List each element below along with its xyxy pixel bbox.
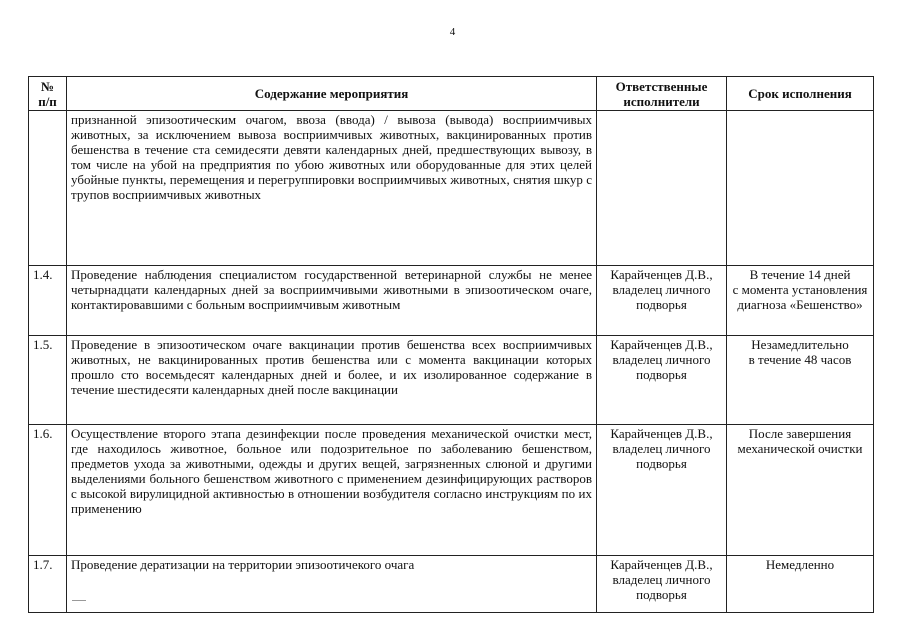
row-responsible: Карайченцев Д.В., владелец личного подворья (597, 266, 727, 336)
scan-mark (72, 600, 86, 601)
row-num: 1.5. (29, 336, 67, 425)
row-content: Проведение наблюдения специалистом государственной ветеринарной службы не менее четырнадцати календарных дней за восприимчивыми животными в эпизоотическом очаге, контактировавшими с больным восприимчивым животным (67, 266, 597, 336)
header-deadline: Срок исполнения (727, 77, 874, 111)
row-num: 1.4. (29, 266, 67, 336)
row-deadline: Немедленно (727, 556, 874, 613)
page-number: 4 (449, 26, 456, 38)
row-deadline: В течение 14 дней с момента установления диагноза «Бешенство» (727, 266, 874, 336)
measures-table (28, 76, 874, 613)
row-num: 1.7. (29, 556, 67, 613)
row-deadline: После завершения механической очистки (727, 425, 874, 556)
table-row (29, 266, 874, 336)
row-deadline: Незамедлительно в течение 48 часов (727, 336, 874, 425)
row-num (29, 111, 67, 266)
table-row (29, 111, 874, 266)
header-num: № п/п (29, 77, 67, 111)
row-responsible: Карайченцев Д.В., владелец личного подворья (597, 556, 727, 613)
row-num: 1.6. (29, 425, 67, 556)
row-content: Осуществление второго этапа дезинфекции после проведения механической очистки мест, где находилось животное, больное или подозрительное по заболеванию бешенством, предметов ухода за животными, одежды и других вещей, загрязненных слюной и другими выделениями больного бешенством животного с применением дезинфицирующих растворов с высокой вирулицидной активностью в отношении возбудителя согласно инструкциям по их применению (67, 425, 597, 556)
header-responsible: Ответственные исполнители (597, 77, 727, 111)
row-responsible (597, 111, 727, 266)
row-content: Проведение в эпизоотическом очаге вакцинации против бешенства всех восприимчивых животных, не вакцинированных против бешенства или с момента вакцинации которых прошло сто восемьдесят календарных дней и более, и их изолированное содержание в течение шестидесяти календарных дней после вакцинации (67, 336, 597, 425)
table-row (29, 336, 874, 425)
table-row (29, 556, 874, 613)
row-deadline (727, 111, 874, 266)
row-content: Проведение дератизации на территории эпизоотичекого очага (67, 556, 597, 613)
row-responsible: Карайченцев Д.В., владелец личного подворья (597, 336, 727, 425)
row-responsible: Карайченцев Д.В., владелец личного подворья (597, 425, 727, 556)
row-content: признанной эпизоотическим очагом, ввоза (ввода) / вывоза (вывода) восприимчивых животных, за исключением вывоза восприимчивых животных, вакцинированных против бешенства в течение ста семидесяти девяти календарных дней, предшествующих вывозу, в том числе на убой на предприятия по убою животных или оборудованные для этих целей убойные пункты, перемещения и перегруппировки восприимчивых животных, снятия шкур с трупов восприимчивых животных (67, 111, 597, 266)
table-header-row (29, 77, 874, 111)
header-content: Содержание мероприятия (67, 77, 597, 111)
table-row (29, 425, 874, 556)
